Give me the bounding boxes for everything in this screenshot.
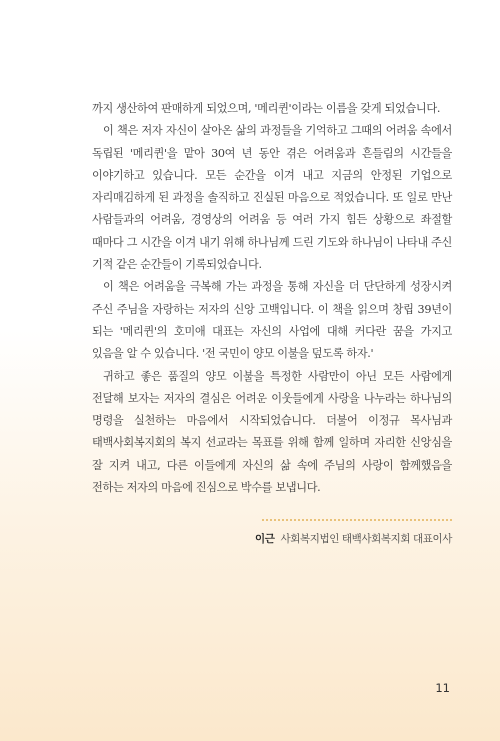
- page-number: 11: [435, 681, 450, 695]
- paragraph-4: 귀하고 좋은 품질의 양모 이불을 특정한 사람만이 아닌 모든 사람에게 전달해 보자는 저자의 결심은 어려운 이웃들에게 사랑을 나누라는 하나님의 명령을 실천하는 마음에서 시작되었습니다. 더불어 이정규 목사님과 태백사회복지회의 복지 선교라는 목표를 위해 함께 일하며 자리한 신앙심을 잘 지켜 내고, 다른 이들에게 자신의 삶 속에 주님의 사랑이 함께했음을 전하는 저자의 마음에 진심으로 박수를 보냅니다.: [92, 369, 452, 495]
- signature-title: 사회복지법인 태백사회복지회 대표이사: [280, 533, 452, 545]
- paragraph-3: 이 책은 어려움을 극복해 가는 과정을 통해 자신을 더 단단하게 성장시켜 주신 주님을 자랑하는 저자의 신앙 고백입니다. 이 책을 읽으며 창립 39년이 되는 '메리퀸'의 호미애 대표는 자신의 사업에 대해 커다란 꿈을 가지고 있음을 알 수 있습니다. '전 국민이 양모 이불을 덮도록 하자.': [92, 280, 452, 361]
- author-signature: [255, 531, 452, 546]
- signature-name: 이근: [255, 533, 275, 545]
- book-page-body: [92, 98, 452, 499]
- dotted-divider: [262, 519, 452, 521]
- paragraph-2: 이 책은 저자 자신이 살아온 삶의 과정들을 기억하고 그때의 어려움 속에서 독립된 '메리퀸'을 맡아 30여 년 동안 겪은 어려움과 흔들림의 시간들을 이야기하고 있습니다. 모든 순간을 이겨 내고 지금의 안정된 기업으로 자리매김하게 된 과정을 솔직하고 진실된 마음으로 적었습니다. 또 일로 만난 사람들과의 어려움, 경영상의 어려움 등 여러 가지 힘든 상황으로 좌절할 때마다 그 시간을 이겨 내기 위해 하나님께 드린 기도와 하나님이 나타내 주신 기적 같은 순간들이 기록되었습니다.: [92, 124, 452, 272]
- paragraph-1: 까지 생산하여 판매하게 되었으며, '메리퀸'이라는 이름을 갖게 되었습니다.: [92, 102, 441, 115]
